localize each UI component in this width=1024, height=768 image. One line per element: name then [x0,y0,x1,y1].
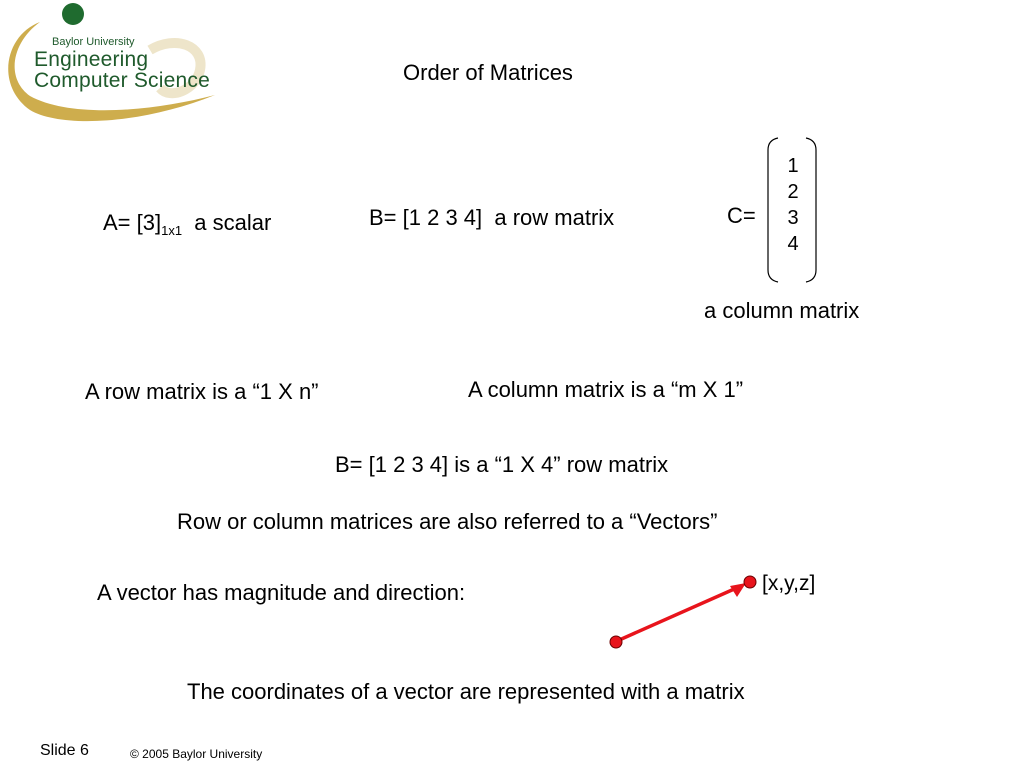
logo-university: Baylor University [52,36,135,48]
vector-arrow-diagram [600,570,770,660]
matrix-c-label: C= [727,203,756,228]
matrix-c-value: 2 [787,181,799,203]
matrix-a-text [103,210,271,236]
matrix-c-caption: a column matrix [704,298,860,323]
vector-label: [x,y,z] [762,572,816,595]
vector-definition: A vector has magnitude and direction: [97,580,466,605]
baylor-ecs-logo [0,0,240,130]
matrix-b-text: B= [1 2 3 4] a row matrix [369,205,615,230]
matrix-a-prefix: A= [3] [103,210,162,235]
logo-computer-science: Computer Science [34,69,210,92]
vector-tail-point [610,636,622,648]
row-matrix-rule: A row matrix is a “1 X n” [85,379,319,404]
column-matrix-rule: A column matrix is a “m X 1” [468,377,744,402]
vector-head-point [744,576,756,588]
matrix-a-desc: a scalar [194,210,272,235]
matrix-c-values [779,153,807,257]
logo-engineering: Engineering [34,48,149,71]
slide-title: Order of Matrices [403,60,573,85]
matrix-c-value: 1 [787,155,799,177]
copyright-text: © 2005 Baylor University [130,747,263,761]
coordinates-note: The coordinates of a vector are represented with a matrix [187,679,745,704]
row-matrix-example: B= [1 2 3 4] is a “1 X 4” row matrix [335,452,669,477]
matrix-c-value: 4 [787,233,799,255]
slide-number: Slide 6 [40,742,89,759]
vectors-note: Row or column matrices are also referred to a “Vectors” [177,509,718,534]
vector-line [617,586,741,641]
matrix-a-subscript: 1x1 [161,223,183,238]
matrix-c-value: 3 [787,207,799,229]
